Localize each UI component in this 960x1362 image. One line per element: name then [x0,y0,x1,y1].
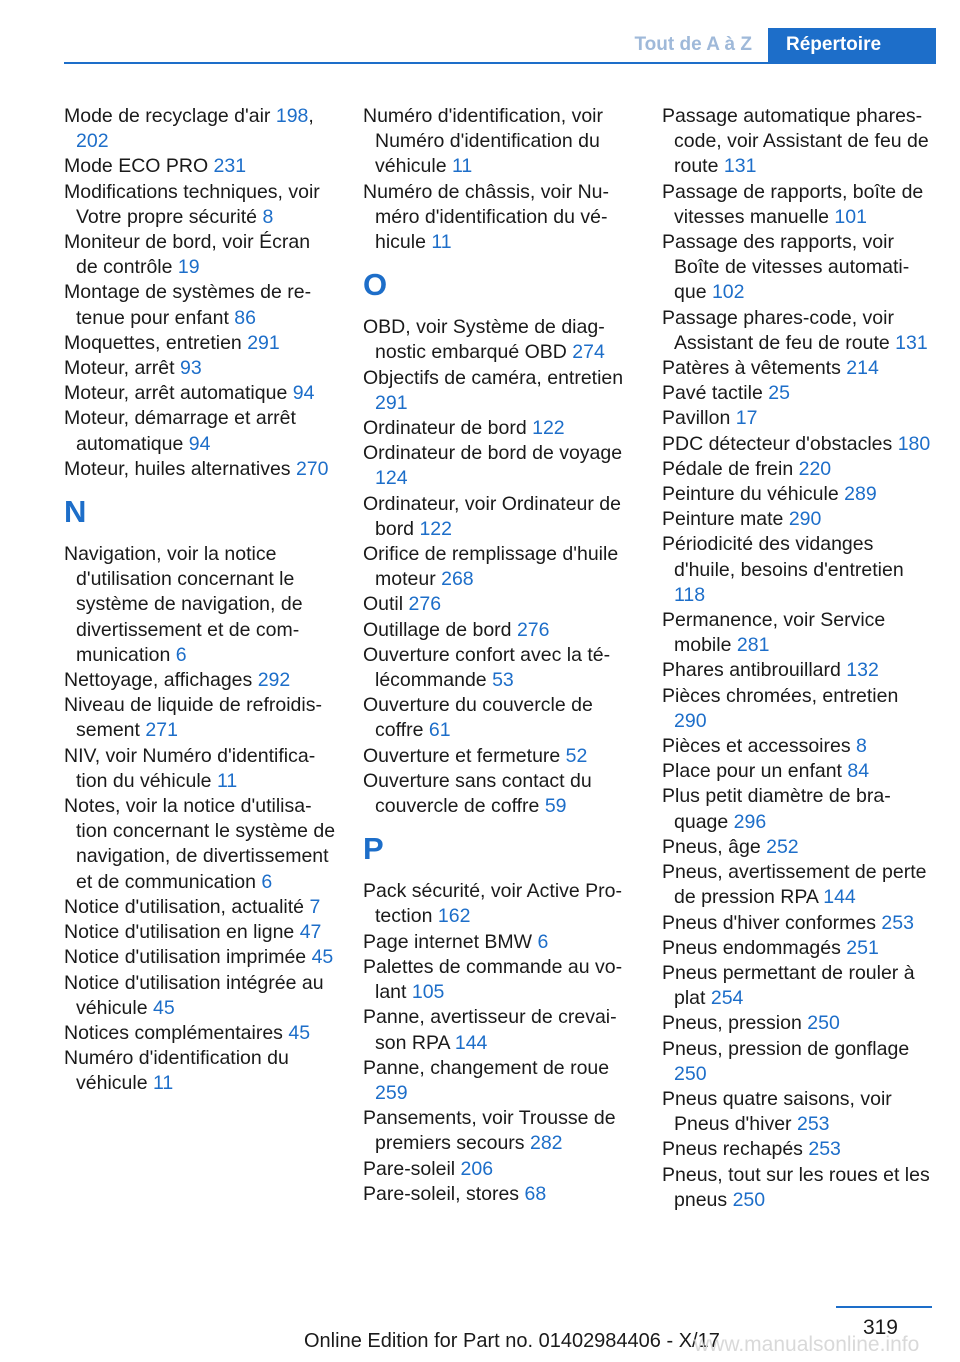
tab-tout-de-a-a-z[interactable]: Tout de A à Z [634,34,752,55]
index-entry [662,180,934,230]
entry-text: Notice d'utilisation intégrée au véhicule [64,971,324,1019]
index-entry [662,961,934,1011]
entry-text: Moteur, démarrage et arrêt automatique [64,407,296,455]
index-entry [662,684,934,734]
index-column-3 [662,104,934,1213]
entry-text: Pansements, voir Trousse de premiers secours [363,1107,616,1155]
index-entry [662,482,934,507]
section-letter: N [64,494,87,530]
entry-text: Passage phares-code, voir Assistant de feu de route [662,306,896,354]
header-tabs [618,28,936,62]
page-link[interactable]: 131 [895,331,928,354]
entry-text: Page internet BMW [363,930,538,953]
index-entry [662,457,934,482]
entry-text: Outil [363,593,409,616]
page-link[interactable]: 276 [516,618,550,641]
page-link[interactable]: 11 [152,1072,174,1095]
entry-text: Pack sécurité, voir Active Protection [363,880,623,928]
entry-text: Palettes de commande au volant [363,955,623,1004]
index-entry [64,180,336,230]
page-link[interactable]: 250 [674,1062,707,1085]
index-entry [363,416,635,441]
header-divider [64,62,936,64]
page-link[interactable]: 291 [375,391,408,414]
page-link[interactable]: 11 [216,769,238,792]
index-entry [662,860,934,910]
entry-text: Phares antibrouillard [662,659,847,682]
page-link[interactable]: 11 [451,155,473,178]
index-entry [363,1056,635,1106]
entry-text: Pièces et accessoires [662,735,857,758]
page-link[interactable]: 268 [441,568,474,591]
entry-text: Place pour un enfant [662,760,848,783]
index-entry [64,406,336,456]
index-entry [363,441,635,491]
entry-text: Pare-soleil, stores [363,1182,525,1205]
page-link[interactable]: 290 [788,508,822,531]
entry-text: Panne, avertisseur de crevaison RPA [363,1006,617,1054]
page-link[interactable]: 101 [834,205,867,228]
index-entry: Mode de recyclage d'air 198, 202 [64,105,314,153]
index-entry [662,432,934,457]
index-entry [662,306,934,356]
page-link[interactable]: 231 [213,155,247,178]
page-link[interactable]: 292 [257,669,291,692]
tab-repertoire[interactable]: Répertoire [768,28,936,62]
page-link[interactable]: 271 [145,719,178,742]
page-link[interactable]: 132 [846,659,879,682]
entry-text: Pneus permettant de rouler à plat [662,961,915,1010]
index-entry [64,895,336,920]
page-link[interactable]: 19 [177,256,200,279]
entry-text: Moteur, arrêt [64,357,180,380]
index-entry [363,769,635,819]
index-entry [363,1005,635,1055]
page-link[interactable]: 282 [529,1132,563,1155]
index-entry [662,784,934,834]
page-link[interactable]: 254 [710,987,744,1010]
entry-text: Ouverture confort avec la télécommande [363,643,611,692]
entry-text: Pneus, âge [662,835,767,858]
page-link[interactable]: 6 [537,930,549,953]
index-entry [662,759,934,784]
page-link[interactable]: 206 [460,1157,494,1180]
entry-text: Pneus endommagés [662,936,847,959]
index-entry [363,542,635,592]
index-entry [662,658,934,683]
page-link[interactable]: 122 [532,417,565,440]
index-entry [662,608,934,658]
page-link[interactable]: 276 [408,593,442,616]
page-link[interactable]: 198 [275,105,309,127]
page-link[interactable]: 17 [735,407,758,430]
entry-text: Objectifs de caméra, entretien [363,366,624,389]
index-entry [64,945,336,970]
index-entry [64,920,336,945]
entry-text: Orifice de remplissage d'huile moteur [363,543,619,591]
index-entry [662,835,934,860]
index-entry [363,180,635,256]
page-link[interactable]: 252 [766,835,799,858]
edition-footer: Online Edition for Part no. 01402984406 - X/17 [304,1330,720,1352]
page-link[interactable]: 253 [808,1138,841,1161]
index-entry [363,643,635,693]
index-entry [363,744,635,769]
index-entry [64,331,336,356]
page-link[interactable]: 291 [247,331,280,354]
page-link[interactable]: 53 [492,669,514,692]
index-entry [363,366,635,416]
page-link[interactable]: 94 [292,382,315,405]
index-entry [662,532,934,608]
entry-text: NIV, voir Numéro d'identification du véhicule [64,744,316,792]
entry-text: Mode ECO PRO [64,155,214,178]
index-entry [363,879,635,929]
entry-text: Pavé tactile [662,382,769,405]
entry-text: Pneus, avertissement de perte de pression RPA [662,861,927,909]
entry-text: Notice d'utilisation imprimée [64,946,312,969]
page-link[interactable]: 8 [262,205,274,228]
index-entry [64,154,336,179]
entry-text: Pneus, pression [662,1012,808,1035]
page-link[interactable]: 93 [179,357,202,380]
page-link[interactable]: 220 [798,457,832,480]
entry-text: Ordinateur, voir Ordinateur de bord [363,492,621,540]
entry-text: Outillage de bord [363,618,517,641]
section-letter: P [363,831,384,867]
index-entry [363,693,635,743]
index-entry [64,794,336,895]
index-entry [64,1021,336,1046]
page-link[interactable]: 61 [428,719,451,742]
index-entry [662,406,934,431]
index-entry [363,104,635,180]
page-link[interactable]: 8 [856,735,867,758]
index-entry [363,618,635,643]
index-entry [662,1137,934,1162]
index-entry [662,1011,934,1036]
entry-text: Numéro d'identification, voir Numéro d'identification du véhicule [363,105,603,178]
index-entry [662,104,934,180]
page-link[interactable]: 253 [881,911,914,934]
page-link[interactable]: 290 [674,709,707,732]
index-entry [64,542,336,668]
page-link[interactable]: 144 [823,886,856,909]
entry-text: Pièces chromées, entretien [662,684,899,707]
entry-text: Montage de systèmes de retenue pour enfant [64,281,312,329]
page-link[interactable]: 68 [524,1182,547,1205]
page-link[interactable]: 7 [309,895,321,918]
page-link[interactable]: 131 [723,155,757,178]
entry-text: Ordinateur de bord [363,417,533,440]
entry-text: Passage de rapports, boîte de vitesses manuelle [662,180,924,228]
entry-text: Ouverture et fermeture [363,744,566,767]
index-entry [662,507,934,532]
index-entry [363,1106,635,1156]
entry-text: Pédale de frein [662,457,799,480]
page-link[interactable]: 6 [175,643,187,666]
index-entry [662,230,934,306]
page-link[interactable]: 274 [572,341,605,364]
page-link[interactable]: 45 [311,946,334,969]
page-link[interactable]: 214 [846,357,879,380]
entry-text: Moteur, arrêt automatique [64,382,293,405]
index-entry [662,911,934,936]
entry-text: Notices complémentaires [64,1021,289,1044]
entry-text: Moquettes, entretien [64,331,248,354]
entry-text: Navigation, voir la notice d'utilisation concernant le système de navigation, de divertissement et de communication [64,543,303,666]
entry-text: Pneus quatre saisons, voir Pneus d'hiver [662,1087,892,1136]
index-entry [64,668,336,693]
page-link[interactable]: 144 [454,1031,488,1054]
entry-text: Ordinateur de bord de voyage [363,442,623,465]
entry-text: Périodicité des vidanges d'huile, besoins d'entretien [662,533,904,581]
entry-text: Passage des rapports, voir Boîte de vitesses automatique [662,231,910,304]
footer-divider [836,1306,932,1308]
entry-text: Peinture du véhicule [662,483,845,506]
page-link[interactable]: 253 [796,1113,830,1136]
page-link[interactable]: 124 [375,467,408,490]
entry-text: Peinture mate [662,508,789,531]
entry-text: Numéro d'identification du véhicule [64,1047,289,1095]
entry-text: Nettoyage, affichages [64,669,258,692]
index-entry [64,457,336,482]
index-entry [662,1087,934,1137]
entry-text: Panne, changement de roue [363,1056,610,1079]
index-entry [363,930,635,955]
index-entry [363,592,635,617]
index-column-2 [363,104,635,1207]
page-link[interactable]: 52 [565,744,588,767]
page-link[interactable]: 84 [847,760,870,783]
page-link[interactable]: 296 [733,810,767,833]
entry-text: OBD, voir Système de diagnostic embarqué OBD [363,316,605,364]
entry-text: Pneus rechapés [662,1138,809,1161]
entry-text: Mode de recyclage d'air [64,105,276,127]
entry-text: Notes, voir la notice d'utilisation concernant le système de navigation, de divertissement et de communication [64,795,336,893]
section-letter: O [363,267,388,303]
page-link[interactable]: 59 [544,795,567,818]
entry-text: Ouverture du couvercle de coffre [363,694,593,742]
index-entry [64,693,336,743]
index-entry [64,971,336,1021]
entry-text: Pneus, pression de gonflage [662,1037,910,1060]
page-link[interactable]: 270 [295,457,329,480]
page-link[interactable]: 122 [419,517,452,540]
entry-text: PDC détecteur d'obstacles [662,432,898,455]
entry-text: Notice d'utilisation, actualité [64,895,310,918]
page-link[interactable]: 45 [152,996,175,1019]
entry-text: Moteur, huiles alternatives [64,457,296,480]
index-entry [64,280,336,330]
index-entry [662,734,934,759]
page-link[interactable]: 45 [288,1021,311,1044]
entry-text: Passage automatique phares-code, voir Assistant de feu de route [662,105,929,178]
page-link[interactable]: 250 [732,1188,766,1211]
index-entry [662,356,934,381]
index-entry [64,230,336,280]
entry-text: Pavillon [662,407,736,430]
entry-text: Niveau de liquide de refroidissement [64,694,322,742]
page-link[interactable]: 250 [807,1012,840,1035]
entry-text: Modifications techniques, voir Votre propre sécurité [64,180,320,228]
index-entry [662,1163,934,1213]
entry-text: Patères à vêtements [662,357,847,380]
page-link[interactable]: 25 [768,382,790,405]
index-entry [662,381,934,406]
page-link[interactable]: 94 [188,432,211,455]
index-entry [363,315,635,365]
index-entry [64,356,336,381]
page-link[interactable]: 47 [299,921,322,944]
page-link[interactable]: 86 [234,306,256,329]
index-entry [363,1157,635,1182]
page-number: 319 [862,1316,898,1339]
entry-text: Moniteur de bord, voir Écran de contrôle [64,231,311,279]
index-entry [64,381,336,406]
index-entry [363,492,635,542]
page-link[interactable]: 6 [261,870,273,893]
page-link[interactable]: 118 [674,583,706,606]
index-entry [662,936,934,961]
page-link[interactable]: 11 [431,231,452,254]
page-link[interactable]: 105 [411,981,445,1004]
page-link[interactable]: 102 [711,281,745,304]
page-link[interactable]: 251 [846,936,879,959]
entry-text: Ouverture sans contact du couvercle de coffre [363,769,592,818]
page-link[interactable]: 259 [375,1081,408,1104]
index-entry [363,1182,635,1207]
page-link[interactable]: 162 [437,905,471,928]
entry-text: Notice d'utilisation en ligne [64,921,300,944]
index-entry [662,1037,934,1087]
entry-text: Plus petit diamètre de braquage [662,785,891,833]
index-entry [64,1046,336,1096]
index-entry [363,955,635,1005]
page-link[interactable]: 281 [736,634,770,657]
entry-text: Pneus, tout sur les roues et les pneus [662,1163,930,1211]
index-entry [64,744,336,794]
page-link[interactable]: 289 [844,483,877,506]
entry-text: Pneus d'hiver conformes [662,911,882,934]
entry-text: Numéro de châssis, voir Numéro d'identification du véhicule [363,180,610,254]
page-link[interactable]: 202 [76,130,109,153]
entry-text: Permanence, voir Service mobile [662,609,886,657]
watermark: www.manualsonline.info [694,1333,920,1356]
page-link[interactable]: 180 [897,432,931,455]
index-column-1 [64,104,336,1097]
entry-text: Pare-soleil [363,1157,461,1180]
